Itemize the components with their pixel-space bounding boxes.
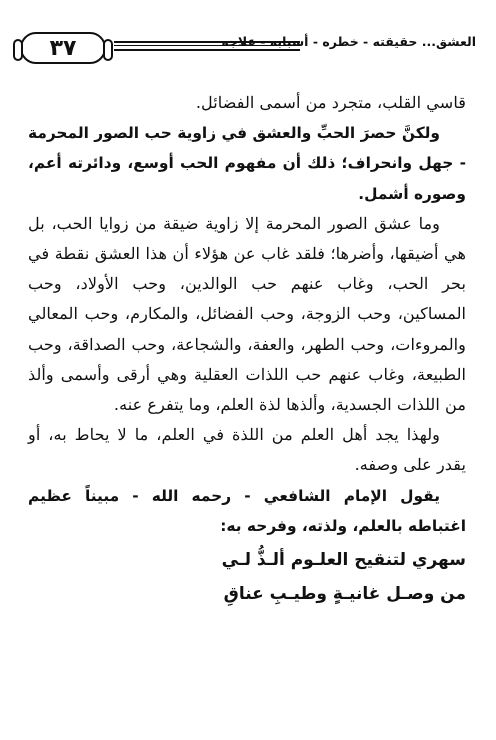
paragraph-3: وما عشق الصور المحرمة إلا زاوية ضيقة من زوايا الحب، بل هي أضيقها، وأضرها؛ فلقد غاب عن هؤلاء أن هذا العشق نقطة في بحر الحب، وغاب عنهم حب الوالدين، وحب الأولاد، وحب المساكين، وحب الزوجة، وحب الفضائل، والمكارم، وحب المعالي والمروءات، وحب الطهر، والعفة، والشجاعة، وحب الصداقة، وحب الطبيعة، وغاب عنهم حب اللذات العقلية وهي أرقى وأسمى وألذ من اللذات الجسدية، وألذها لذة العلم، وما يتفرع عنه. xyxy=(28,213,466,415)
page-number: ٣٧ xyxy=(49,35,77,61)
paragraph-2: ولكنَّ حصرَ الحبِّ والعشق في زاوية حب الصور المحرمة - جهل وانحراف؛ ذلك أن مفهوم الحب أوسع، ودائرته أعم، وصوره أشمل. xyxy=(28,124,466,203)
poem-line-1: سهري لتنقيح العلـوم ألـذُّ لـي xyxy=(221,550,466,571)
poem-line-2: من وصـل غانيـةٍ وطيـبِ عناقِ xyxy=(223,584,466,605)
page-body xyxy=(28,88,466,611)
poem-verse xyxy=(28,543,466,611)
paragraph-1: قاسي القلب، متجرد من أسمى الفضائل. xyxy=(195,93,466,112)
paragraph-5: يقول الإمام الشافعي - رحمه الله - مبيناً عظيم اغتباطه بالعلم، ولذته، وفرحه به: xyxy=(28,486,466,535)
running-header xyxy=(18,30,476,70)
running-title: العشق... حقيقته - خطره - أسبابه - علاجه xyxy=(221,34,476,49)
paragraph-4: ولهذا يجد أهل العلم من اللذة في العلم، ما لا يحاط به، أو يقدر على وصفه. xyxy=(28,425,466,475)
page-number-badge xyxy=(20,32,106,64)
